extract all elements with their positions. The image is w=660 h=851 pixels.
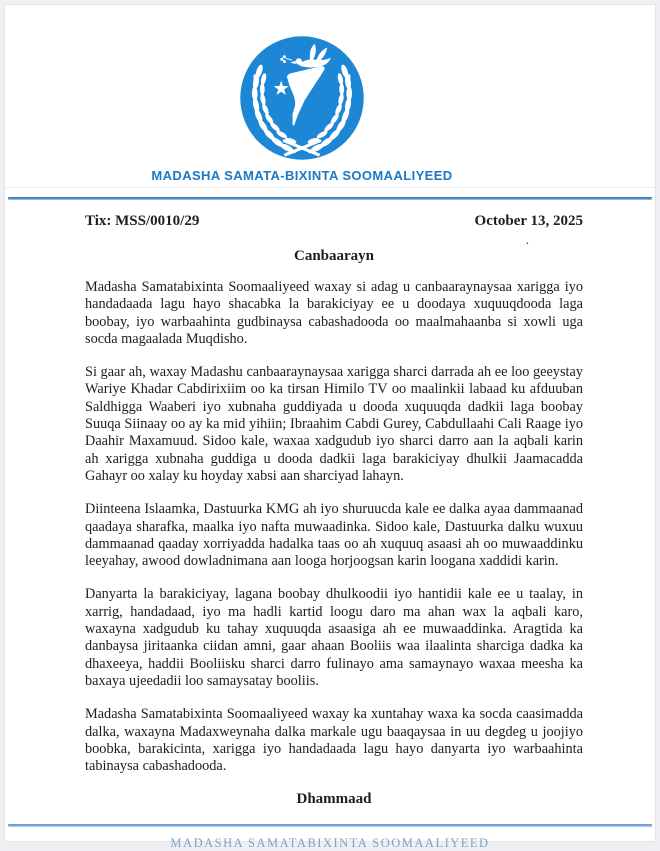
letter-paragraph: Si gaar ah, waxay Madashu canbaaraynaysaa xarigga sharci darrada ah ee loo geeystay Wariye Khadar Cabdirixiim oo ka tirsan Himilo TV oo maalinkii labaad ku afduuban Saldhigga Waaberi iyo xubnaha guddiyada u dooda xuquuqda dadkii laga boobay Suuqa Siinaay oo ay ka mid yihiin; Ibraahim Cabdi Gurey, Cabdullaahi Cali Raage iyo Daahir Maxamuud. Sidoo kale, waxaa xadgudub iyo sharci darro aan la aqbali karin ah xarigga xubnaha guddiga u dooda dadkii laga barakiciyay dhulkii Jaamacadda Gahayr oo xalay ku hoyday xabsi aan sharciyad lahayn. [85, 364, 583, 484]
letter-paragraph: Diinteena Islaamka, Dastuurka KMG ah iyo shuruucda kale ee dalka ayaa dammaanad qaadaya sharafka, maalka iyo nafta muwaadinka. Sidoo kale, Dastuurka dalku wuxuu dammaanad qaaday xorriyadda hadalka taas oo ah xuquuq asaasi ah oo muwaaddinku leeyahay, awood dowladnimana aan looga horjoogsan karin loogana xaddidi karin. [85, 501, 583, 570]
letter-body [5, 213, 655, 808]
reference-number: Tix: MSS/0010/29 [85, 213, 200, 229]
letterhead [5, 5, 655, 188]
date-footnote: . [525, 232, 529, 247]
letter-paragraph: Madasha Samatabixinta Soomaaliyeed waxay si adag u canbaaraynaysaa xarigga iyo handadaada lagu hayo shacabka la barakiciyay ee u doodaya xuquuqdooda laga boobay, iyo warbaahinta gudbinaysa cabashadooda oo maalmahaanba si xowli uga socda magaalada Muqdisho. [85, 279, 583, 347]
letter-paragraph: Madasha Samatabixinta Soomaaliyeed waxay ka xuntahay waxa ka socda caasimadda dalka, waxayna Madaxweynaha dalka markale ugu baaqaysaa in uu degdeg u joojiyo boobka, barakicinta, xarigga iyo handadaada lagu hayo danyarta iyo warbaahinta tabinaysa cabashadooda. [85, 706, 583, 775]
page-footer [5, 824, 655, 851]
org-emblem-logo [239, 35, 365, 161]
letter-title: Canbaarayn [293, 248, 375, 264]
org-name-header: MADASHA SAMATA-BIXINTA SOOMAALIYEED [151, 168, 453, 183]
org-name-footer: MADASHA SAMATABIXINTA SOOMAALIYEED [170, 836, 490, 851]
meta-row [85, 213, 583, 230]
horizontal-rule-top [8, 197, 652, 200]
closing-word: Dhammaad [296, 791, 372, 808]
letter-date: October 13, 2025 [474, 213, 583, 229]
document-page [4, 4, 656, 851]
horizontal-rule-bottom [8, 824, 652, 827]
letter-paragraph: Danyarta la barakiciyay, lagana boobay dhulkoodii iyo hantidii kale ee u taalay, in xarrig, handadaad, iyo ma hadli kartid loogu daro ma ahan wax la aqbali karo, waxayna xadgudub ku tahay xuquuqda asaasiga ah ee muwaaddinka. Aragtida ka danbaysa jiritaanka ciidan amni, gaar ahaan Booliis waa ilaalinta sharciga dadka ka dhaxeeya, haddii Booliisku sharci darro fulinayo ama samaynayo waxaa meesha ka baxaya ujeedadii loo samaysatay booliis. [85, 586, 583, 689]
letterhead-content [0, 35, 627, 183]
